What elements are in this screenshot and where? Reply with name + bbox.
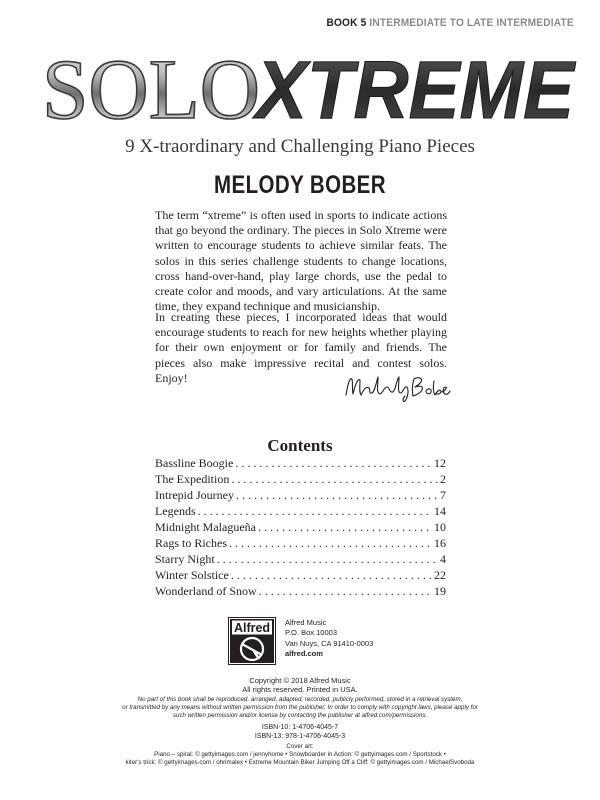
copyright-line-1: Copyright © 2018 Alfred Music: [249, 676, 351, 685]
title-xtreme: XTREME: [252, 45, 577, 128]
toc-item: [155, 567, 446, 583]
publisher-address-line-2: Van Nuys, CA 91410-0003: [285, 638, 374, 648]
toc-page: 10: [434, 520, 446, 534]
intro-paragraph-1: The term “xtreme” is often used in sports to indicate actions that go beyond the ordinary. The pieces in Solo Xtreme were written to encourage students to achieve similar feats. The solos in this series challenge students to change locations, cross hand-over-hand, play large chords, use the pedal to create color and moods, and vary articulations. At the same time, they expand technique and musicianship.: [155, 208, 447, 314]
isbn-13: ISBN-13: 978-1-4706-4045-3: [254, 733, 346, 740]
publisher-name: Alfred Music: [285, 618, 327, 627]
toc-leader: [198, 503, 432, 519]
toc-item: [155, 583, 446, 599]
toc-leader: [217, 551, 438, 567]
book-level-label: [327, 17, 574, 29]
toc-page: 14: [434, 504, 446, 518]
rights-notice-line-3: such written permission and/or license by contacting the publisher at alfred.com/permissions.: [172, 711, 428, 719]
cover-art-heading: Cover art:: [286, 743, 314, 750]
toc-title: Rags to Riches: [155, 536, 227, 550]
toc-leader: [258, 519, 432, 535]
publisher-url: alfred.com: [285, 649, 323, 659]
toc-item: [155, 519, 446, 535]
toc-title: Legends: [155, 504, 196, 518]
toc-item: [155, 487, 446, 503]
toc-item: [155, 455, 446, 471]
toc-leader: [229, 535, 432, 551]
toc-item: [155, 503, 446, 519]
title-solo: SOLO: [42, 41, 260, 128]
table-of-contents: [155, 455, 446, 599]
publisher-address-line-1: P.O. Box 10003: [285, 628, 337, 638]
toc-leader: [231, 471, 438, 487]
toc-title: Intrepid Journey: [155, 488, 234, 502]
toc-item: [155, 551, 446, 567]
toc-leader: [259, 583, 432, 599]
toc-leader: [231, 567, 432, 583]
toc-item: [155, 471, 446, 487]
rights-notice-line-2: or transmitted by any means without written permission from the publisher. In order to comply with copyright laws, please apply for: [122, 703, 478, 711]
toc-item: [155, 535, 446, 551]
cover-art-line-2: kiter's trick: © gettyimages.com / ohrimalex • Extreme Mountain Biker Jumping Off a Cliff: © gettyimages.com / MichaelSvoboda: [125, 758, 475, 766]
contents-heading: Contents: [267, 436, 333, 455]
book-number: BOOK 5: [326, 17, 367, 29]
toc-page: 2: [440, 472, 446, 486]
copyright-notice: [0, 676, 600, 695]
book-level: INTERMEDIATE TO LATE INTERMEDIATE: [369, 17, 574, 29]
title-logo: [40, 38, 580, 128]
toc-leader: [235, 455, 432, 471]
intro-paragraph-2: In creating these pieces, I incorporated ideas that would encourage students to reach for new heights whether playing for their own enjoyment or for family and friends. The pieces also make impressive recital and contest solos. Enjoy!: [155, 310, 447, 385]
toc-page: 16: [434, 536, 446, 550]
isbn-10: ISBN-10: 1-4706-4045-7: [261, 724, 339, 731]
toc-title: Wonderland of Snow: [155, 584, 257, 598]
alfred-logo-text: Alfred: [233, 621, 271, 635]
toc-title: Midnight Malagueña: [155, 520, 256, 534]
rights-notice-line-1: No part of this book shall be reproduced, arranged, adapted, recorded, publicly performed, stored in a retrieval system,: [137, 696, 463, 703]
rights-notice: [0, 696, 600, 719]
toc-title: Winter Solstice: [155, 568, 229, 582]
toc-title: Bassline Boogie: [155, 456, 234, 470]
author-name: MELODY BOBER: [214, 171, 386, 199]
isbn-block: [0, 723, 600, 741]
cover-art-line-1: Piano – spiral: © gettyimages.com / jennyhome • Snowboarder in Action: © gettyimages.com / Sportstock •: [154, 750, 446, 758]
toc-title: The Expedition: [155, 472, 230, 486]
toc-page: 7: [440, 488, 446, 502]
toc-page: 4: [440, 552, 446, 566]
toc-leader: [236, 487, 438, 503]
cover-art-credits: [0, 743, 600, 766]
toc-page: 22: [434, 568, 446, 582]
copyright-line-2: All rights reserved. Printed in USA.: [242, 685, 358, 695]
subtitle: 9 X-traordinary and Challenging Piano Pieces: [125, 136, 475, 157]
alfred-logo: [228, 617, 276, 665]
toc-page: 19: [434, 584, 446, 598]
author-signature: [338, 369, 453, 405]
toc-page: 12: [434, 456, 446, 470]
publisher-address: [285, 618, 373, 660]
toc-title: Starry Night: [155, 552, 215, 566]
